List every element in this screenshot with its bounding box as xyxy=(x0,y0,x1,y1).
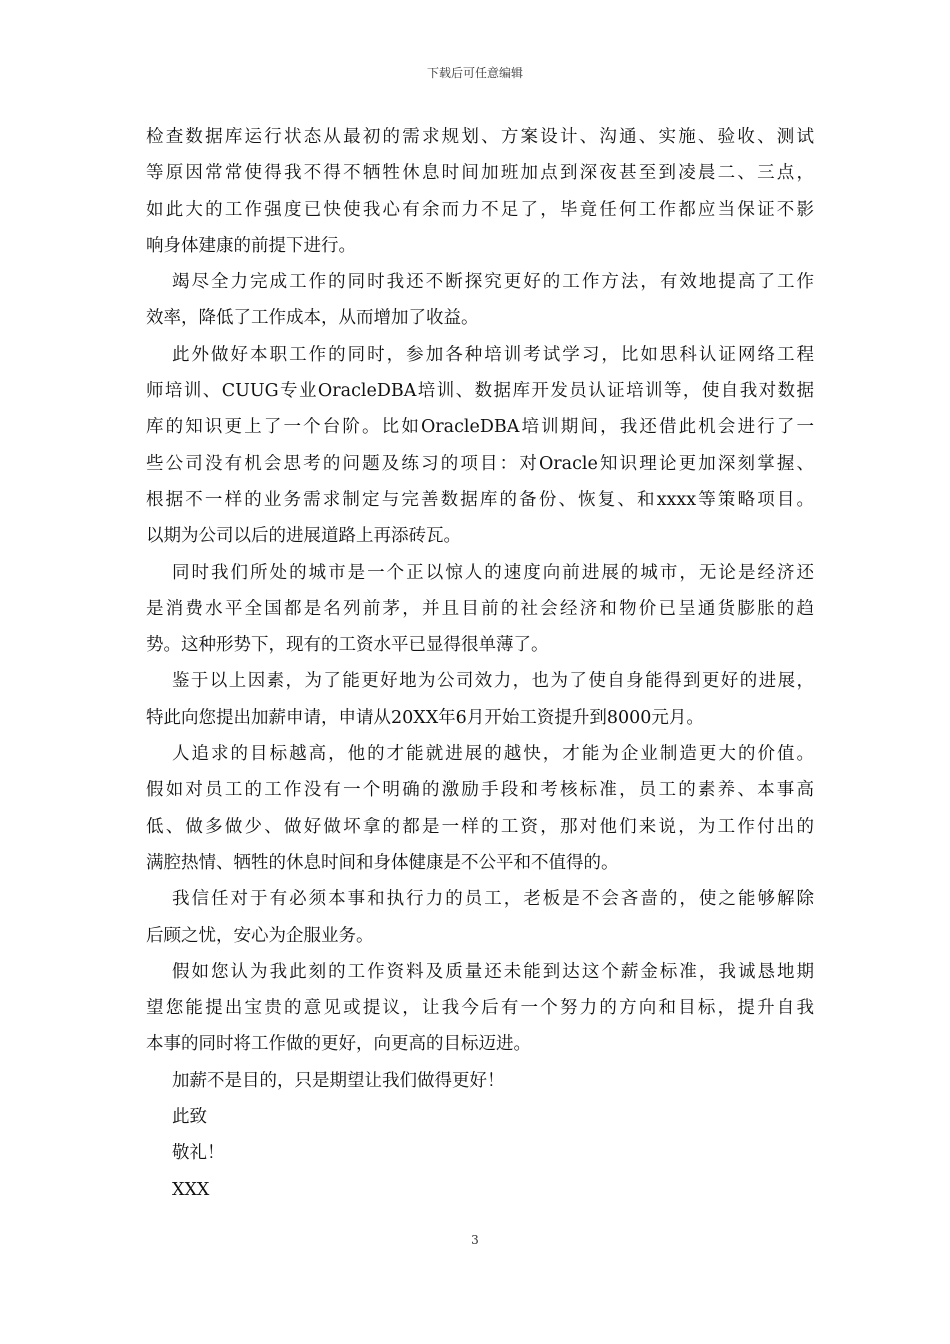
text-line: 假如对员工的工作没有一个明确的激励手段和考核标准，员工的素养、本事高 xyxy=(146,780,814,801)
text-line: 低、做多做少、做好做坏拿的都是一样的工资，那对他们来说，为工作付出的 xyxy=(146,816,814,837)
page-number: 3 xyxy=(471,1233,479,1247)
text-line: 鉴于以上因素，为了能更好地为公司效力，也为了使自身能得到更好的进展， xyxy=(172,671,814,692)
text-line: 检查数据库运行状态从最初的需求规划、方案设计、沟通、实施、验收、测试 xyxy=(146,127,814,147)
text-line: 特此向您提出加薪申请，申请从20XX年6月开始工资提升到8000元月。 xyxy=(146,707,704,728)
text-line: 我信任对于有必须本事和执行力的员工，老板是不会吝啬的，使之能够解除 xyxy=(172,889,814,910)
text-line: XXX xyxy=(172,1179,210,1200)
text-line: 此致 xyxy=(172,1107,207,1128)
text-line: 以期为公司以后的进展道路上再添砖瓦。 xyxy=(146,526,461,547)
text-line: 如此大的工作强度已快使我心有余而力不足了，毕竟任何工作都应当保证不影 xyxy=(146,199,814,220)
text-line: 响身体建康的前提下进行。 xyxy=(146,235,356,256)
text-line: 此外做好本职工作的同时，参加各种培训考试学习，比如思科认证网络工程 xyxy=(172,344,814,365)
text-line: 满腔热情、牺牲的休息时间和身体健康是不公平和不值得的。 xyxy=(146,852,619,873)
text-line: 本事的同时将工作做的更好，向更高的目标迈进。 xyxy=(146,1034,531,1055)
text-line: 些公司没有机会思考的问题及练习的项目：对Oracle知识理论更加深刻掌握、 xyxy=(146,453,814,474)
text-line: 库的知识更上了一个台阶。比如OracleDBA培训期间，我还借此机会进行了一 xyxy=(146,417,814,438)
text-line: 假如您认为我此刻的工作资料及质量还未能到达这个薪金标准，我诚恳地期 xyxy=(172,961,814,982)
text-line: 势。这种形势下，现有的工资水平已显得很单薄了。 xyxy=(146,635,549,656)
text-line: 人追求的目标越高，他的才能就进展的越快，才能为企业制造更大的价值。 xyxy=(172,744,814,765)
text-line: 根据不一样的业务需求制定与完善数据库的备份、恢复、和xxxx等策略项目。 xyxy=(146,489,814,510)
text-line: 竭尽全力完成工作的同时我还不断探究更好的工作方法，有效地提高了工作 xyxy=(172,272,814,293)
text-line: 等原因常常使得我不得不牺牲休息时间加班加点到深夜甚至到凌晨二、三点， xyxy=(146,163,814,184)
text-line: 同时我们所处的城市是一个正以惊人的速度向前进展的城市，无论是经济还 xyxy=(172,562,814,583)
text-line: 敬礼！ xyxy=(172,1143,225,1164)
text-line: 师培训、CUUG专业OracleDBA培训、数据库开发员认证培训等，使自我对数据 xyxy=(146,381,814,402)
page-header: 下载后可任意编辑 xyxy=(426,66,523,80)
text-line: 后顾之忧，安心为企服业务。 xyxy=(146,925,374,946)
text-line: 是消费水平全国都是名列前茅，并且目前的社会经济和物价已呈通货膨胀的趋 xyxy=(146,598,814,619)
text-line: 加薪不是目的，只是期望让我们做得更好！ xyxy=(172,1070,505,1091)
text-line: 望您能提出宝贵的意见或提议，让我今后有一个努力的方向和目标，提升自我 xyxy=(146,998,814,1019)
text-line: 效率，降低了工作成本，从而增加了收益。 xyxy=(146,308,479,329)
document-body xyxy=(146,119,814,1208)
